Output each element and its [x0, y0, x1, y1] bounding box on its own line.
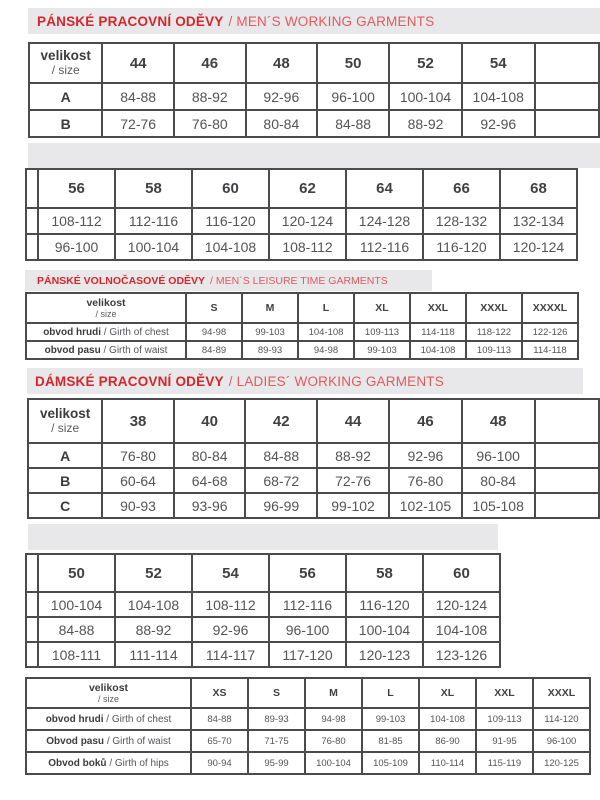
size-value-cell: 93-96 — [174, 493, 246, 518]
size-header-row — [28, 399, 599, 443]
size-value-cell: 118-122 — [466, 323, 522, 341]
size-header-cell: XXXXL — [522, 293, 578, 323]
row-label-cell: A — [29, 83, 102, 110]
size-header-cell: 50 — [317, 43, 389, 83]
mens-working-sizes-table-56-68 — [25, 168, 578, 261]
row-label-cell: B — [28, 468, 102, 493]
size-value-cell: 108-112 — [38, 208, 115, 234]
spacer-bar — [28, 143, 600, 168]
cut-off-column-cell — [535, 83, 599, 110]
section-title-czech: PÁNSKÉ PRACOVNÍ ODĚVY — [37, 13, 224, 29]
measurement-row — [29, 110, 599, 137]
measurement-row — [26, 642, 500, 667]
size-value-cell: 99-103 — [242, 323, 298, 341]
cut-off-label-cell — [26, 234, 38, 260]
size-value-cell: 112-116 — [269, 592, 346, 617]
size-value-cell: 112-116 — [115, 208, 192, 234]
size-value-cell: 72-76 — [102, 110, 174, 137]
mens-working-sizes-table-44-54 — [28, 42, 600, 138]
size-value-cell: 96-100 — [269, 617, 346, 642]
size-header-cell: 42 — [245, 399, 317, 443]
size-header-cell: M — [242, 293, 298, 323]
row-label-cell: obvod pasu / Girth of waist — [26, 341, 186, 359]
size-value-cell: 100-104 — [38, 592, 115, 617]
size-header-cell: L — [298, 293, 354, 323]
cut-off-column-cell — [535, 110, 599, 137]
measurement-row — [26, 208, 577, 234]
size-header-cell: XXXL — [466, 293, 522, 323]
size-header-cell: 66 — [423, 169, 500, 208]
size-value-cell: 108-112 — [192, 592, 269, 617]
size-header-cell: 64 — [346, 169, 423, 208]
cut-off-label-cell — [26, 592, 38, 617]
size-header-cell: XL — [419, 678, 476, 708]
size-value-cell: 96-100 — [533, 730, 590, 752]
size-value-cell: 68-72 — [245, 468, 317, 493]
size-value-cell: 112-116 — [346, 234, 423, 260]
size-value-cell: 76-80 — [389, 468, 462, 493]
size-value-cell: 90-94 — [191, 752, 248, 774]
measurement-row — [26, 234, 577, 260]
size-value-cell: 84-88 — [38, 617, 115, 642]
size-header-cell: L — [362, 678, 419, 708]
size-value-cell: 117-120 — [269, 642, 346, 667]
size-value-cell: 65-70 — [191, 730, 248, 752]
measurement-row — [26, 617, 500, 642]
measurement-row — [28, 468, 599, 493]
size-header-cell: 58 — [115, 169, 192, 208]
section-title-ladies-working — [27, 368, 583, 394]
section-title-czech: DÁMSKÉ PRACOVNÍ ODĚVY — [35, 373, 224, 389]
size-value-cell: 110-114 — [419, 752, 476, 774]
measurement-row — [28, 493, 599, 518]
size-value-cell: 95-99 — [248, 752, 305, 774]
size-value-cell: 100-104 — [115, 234, 192, 260]
size-header-cell: 50 — [38, 554, 115, 592]
section-title-english: / LADIES´ WORKING GARMENTS — [228, 373, 444, 389]
size-value-cell: 84-88 — [317, 110, 389, 137]
size-value-cell: 132-134 — [500, 208, 577, 234]
size-header-cell: M — [305, 678, 362, 708]
size-value-cell: 92-96 — [246, 83, 318, 110]
size-value-cell: 88-92 — [115, 617, 192, 642]
size-value-cell: 109-113 — [354, 323, 410, 341]
size-value-cell: 104-108 — [423, 617, 500, 642]
size-value-cell: 124-128 — [346, 208, 423, 234]
size-header-cell: XXL — [476, 678, 533, 708]
size-header-cell: 54 — [192, 554, 269, 592]
measurement-row — [26, 323, 578, 341]
size-value-cell: 80-84 — [462, 468, 535, 493]
section-title-czech: PÁNSKÉ VOLNOČASOVÉ ODĚVY — [37, 274, 206, 287]
size-header-cell: XXXL — [533, 678, 590, 708]
size-value-cell: 109-113 — [476, 708, 533, 730]
size-value-cell: 92-96 — [389, 443, 462, 468]
size-value-cell: 114-118 — [410, 323, 466, 341]
size-value-cell: 104-108 — [462, 83, 535, 110]
size-value-cell: 99-103 — [354, 341, 410, 359]
size-value-cell: 76-80 — [174, 110, 246, 137]
size-value-cell: 114-120 — [533, 708, 590, 730]
cut-off-label-cell — [26, 642, 38, 667]
size-value-cell: 104-108 — [419, 708, 476, 730]
cut-off-label-cell — [26, 208, 38, 234]
ladies-working-sizes-table-38-48 — [27, 398, 600, 519]
size-value-cell: 88-92 — [174, 83, 246, 110]
size-value-cell: 102-105 — [389, 493, 462, 518]
size-value-cell: 94-98 — [298, 341, 354, 359]
size-value-cell: 84-88 — [245, 443, 317, 468]
size-header-cell: 56 — [38, 169, 115, 208]
size-value-cell: 96-100 — [38, 234, 115, 260]
size-value-cell: 100-104 — [389, 83, 462, 110]
ladies-measurements-table — [25, 677, 591, 775]
size-header-cell: 58 — [346, 554, 423, 592]
measurement-row — [26, 341, 578, 359]
size-value-cell: 96-100 — [462, 443, 535, 468]
size-value-cell: 120-125 — [533, 752, 590, 774]
size-value-cell: 94-98 — [305, 708, 362, 730]
size-header-cell: 46 — [389, 399, 462, 443]
size-value-cell: 96-99 — [245, 493, 317, 518]
size-header-cell: 44 — [317, 399, 389, 443]
size-value-cell: 120-124 — [269, 208, 346, 234]
row-label-cell: B — [29, 110, 102, 137]
size-value-cell: 99-103 — [362, 708, 419, 730]
size-value-cell: 116-120 — [192, 208, 269, 234]
size-value-cell: 96-100 — [317, 83, 389, 110]
size-value-cell: 84-89 — [186, 341, 242, 359]
size-value-cell: 71-75 — [248, 730, 305, 752]
row-label-cell: obvod hrudi / Girth of chest — [26, 323, 186, 341]
size-value-cell: 108-111 — [38, 642, 115, 667]
size-header-cell: 56 — [269, 554, 346, 592]
size-value-cell: 100-104 — [305, 752, 362, 774]
size-value-cell: 60-64 — [102, 468, 174, 493]
size-value-cell: 72-76 — [317, 468, 389, 493]
measurement-row — [29, 83, 599, 110]
size-header-cell: 38 — [102, 399, 174, 443]
size-header-cell: 52 — [115, 554, 192, 592]
ladies-working-table1-clip — [27, 398, 600, 522]
measurement-row — [26, 730, 590, 752]
size-value-cell: 90-93 — [102, 493, 174, 518]
section-title-english: / MEN´S LEISURE TIME GARMENTS — [210, 274, 388, 287]
cut-off-column-cell — [535, 43, 599, 83]
size-value-cell: 115-119 — [476, 752, 533, 774]
size-value-cell: 120-123 — [346, 642, 423, 667]
size-value-cell: 76-80 — [305, 730, 362, 752]
size-header-row — [29, 43, 599, 83]
spacer-bar — [28, 524, 498, 550]
size-value-cell: 80-84 — [246, 110, 318, 137]
size-header-row — [26, 554, 500, 592]
size-value-cell: 100-104 — [346, 617, 423, 642]
size-value-cell: 89-93 — [242, 341, 298, 359]
cut-off-label-cell — [26, 554, 38, 592]
size-header-cell: XS — [191, 678, 248, 708]
measurement-row — [28, 443, 599, 468]
cut-off-column-cell — [535, 399, 599, 443]
size-value-cell: 92-96 — [192, 617, 269, 642]
mens-working-table1-clip — [28, 42, 600, 138]
size-value-cell: 123-126 — [423, 642, 500, 667]
row-label-cell: C — [28, 493, 102, 518]
size-corner-cell: velikost / size — [26, 293, 186, 323]
measurement-row — [26, 592, 500, 617]
measurement-row — [26, 752, 590, 774]
size-header-cell: 48 — [462, 399, 535, 443]
measurement-row — [26, 708, 590, 730]
size-value-cell: 64-68 — [174, 468, 246, 493]
section-title-mens-working — [28, 8, 600, 34]
size-value-cell: 104-108 — [192, 234, 269, 260]
size-header-cell: 52 — [389, 43, 462, 83]
size-value-cell: 92-96 — [462, 110, 535, 137]
cut-off-label-cell — [26, 617, 38, 642]
size-header-cell: 54 — [462, 43, 535, 83]
size-value-cell: 104-108 — [298, 323, 354, 341]
size-value-cell: 91-95 — [476, 730, 533, 752]
size-value-cell: 84-88 — [191, 708, 248, 730]
size-header-row — [26, 169, 577, 208]
size-header-cell: 46 — [174, 43, 246, 83]
size-value-cell: 105-108 — [462, 493, 535, 518]
size-header-cell: XL — [354, 293, 410, 323]
size-value-cell: 116-120 — [346, 592, 423, 617]
size-header-row — [26, 678, 590, 708]
row-label-cell: obvod hrudi / Girth of chest — [26, 708, 191, 730]
size-value-cell: 86-90 — [419, 730, 476, 752]
size-value-cell: 120-124 — [423, 592, 500, 617]
cut-off-column-cell — [535, 443, 599, 468]
size-value-cell: 111-114 — [115, 642, 192, 667]
size-corner-cell: velikost / size — [28, 399, 102, 443]
size-value-cell: 120-124 — [500, 234, 577, 260]
size-value-cell: 88-92 — [317, 443, 389, 468]
size-corner-cell: velikost / size — [29, 43, 102, 83]
size-value-cell: 99-102 — [317, 493, 389, 518]
ladies-working-sizes-table-50-60 — [25, 553, 501, 668]
size-header-cell: 60 — [423, 554, 500, 592]
size-value-cell: 76-80 — [102, 443, 174, 468]
size-header-cell: S — [186, 293, 242, 323]
size-value-cell: 84-88 — [102, 83, 174, 110]
size-value-cell: 108-112 — [269, 234, 346, 260]
size-value-cell: 88-92 — [389, 110, 462, 137]
size-value-cell: 104-108 — [410, 341, 466, 359]
size-value-cell: 80-84 — [174, 443, 246, 468]
size-value-cell: 114-117 — [192, 642, 269, 667]
size-header-cell: 62 — [269, 169, 346, 208]
size-header-cell: 48 — [246, 43, 318, 83]
row-label-cell: A — [28, 443, 102, 468]
size-value-cell: 114-118 — [522, 341, 578, 359]
size-value-cell: 109-113 — [466, 341, 522, 359]
size-header-row — [26, 293, 578, 323]
size-value-cell: 104-108 — [115, 592, 192, 617]
section-title-english: / MEN´S WORKING GARMENTS — [228, 13, 435, 29]
size-header-cell: S — [248, 678, 305, 708]
size-value-cell: 94-98 — [186, 323, 242, 341]
cut-off-column-cell — [535, 468, 599, 493]
size-header-cell: 60 — [192, 169, 269, 208]
row-label-cell: Obvod boků / Girth of hips — [26, 752, 191, 774]
size-header-cell: XXL — [410, 293, 466, 323]
size-value-cell: 81-85 — [362, 730, 419, 752]
mens-leisure-sizes-table — [25, 292, 579, 360]
size-value-cell: 105-109 — [362, 752, 419, 774]
row-label-cell: Obvod pasu / Girth of waist — [26, 730, 191, 752]
cut-off-label-cell — [26, 169, 38, 208]
size-value-cell: 128-132 — [423, 208, 500, 234]
section-title-mens-leisure — [25, 270, 432, 291]
size-value-cell: 122-126 — [522, 323, 578, 341]
size-value-cell: 89-93 — [248, 708, 305, 730]
size-corner-cell: velikost / size — [26, 678, 191, 708]
size-header-cell: 40 — [174, 399, 246, 443]
size-value-cell: 116-120 — [423, 234, 500, 260]
size-header-cell: 44 — [102, 43, 174, 83]
cut-off-column-cell — [535, 493, 599, 518]
size-header-cell: 68 — [500, 169, 577, 208]
